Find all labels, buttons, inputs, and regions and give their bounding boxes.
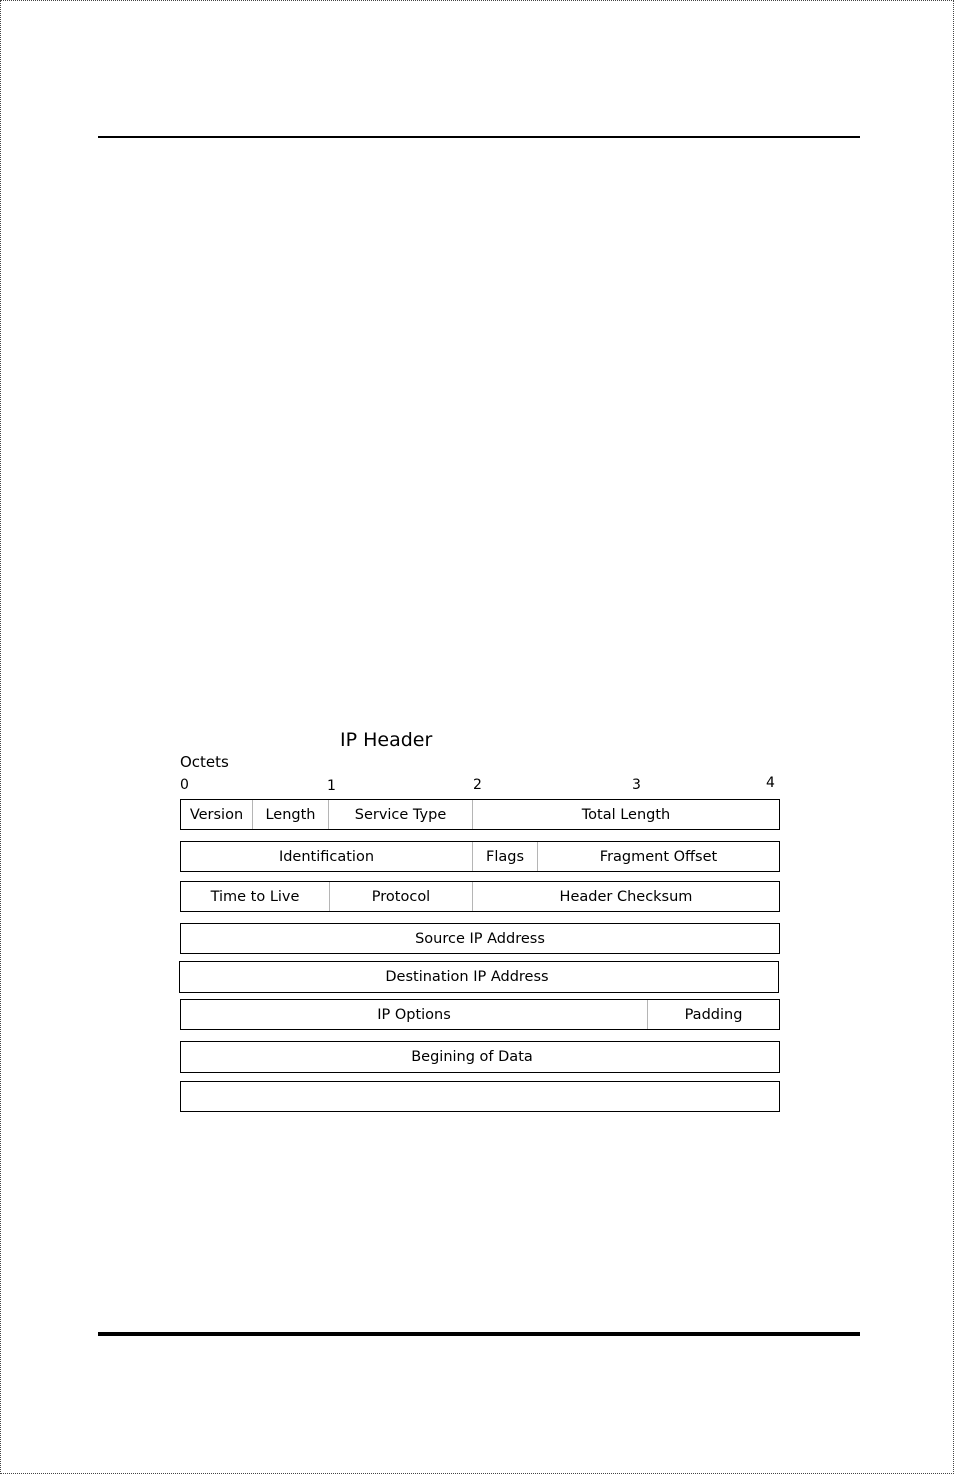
header-row-7 bbox=[180, 1041, 780, 1073]
field-time-to-live: Time to Live bbox=[181, 882, 330, 911]
field-total-length: Total Length bbox=[581, 806, 671, 823]
field-data-empty bbox=[181, 1082, 779, 1111]
field-version: Version bbox=[181, 800, 253, 829]
octet-tick-4: 4 bbox=[766, 775, 775, 791]
field-flags: Flags bbox=[473, 842, 538, 871]
field-protocol: Protocol bbox=[330, 882, 473, 911]
field-identification: Identification bbox=[181, 842, 473, 871]
diagram-title: IP Header bbox=[340, 729, 433, 751]
field-service-type: Service Type bbox=[329, 800, 473, 829]
octet-tick-3: 3 bbox=[632, 777, 641, 793]
header-row-1 bbox=[180, 799, 780, 830]
header-row-8 bbox=[180, 1081, 780, 1112]
field-ip-options: IP Options bbox=[181, 1000, 648, 1029]
field-destination-ip-address: Destination IP Address bbox=[385, 969, 549, 985]
field-fragment-offset: Fragment Offset bbox=[599, 848, 718, 865]
field-padding: Padding bbox=[684, 1006, 743, 1023]
header-rule bbox=[98, 136, 860, 138]
octet-tick-0: 0 bbox=[180, 777, 189, 793]
octets-label: Octets bbox=[180, 753, 229, 771]
header-row-4 bbox=[180, 923, 780, 954]
header-row-5 bbox=[179, 961, 779, 993]
header-row-6 bbox=[180, 999, 780, 1030]
header-row-2 bbox=[180, 841, 780, 872]
octet-tick-2: 2 bbox=[473, 777, 482, 793]
field-begining-of-data: Begining of Data bbox=[411, 1049, 533, 1065]
field-source-ip-address: Source IP Address bbox=[415, 930, 545, 947]
field-header-checksum: Header Checksum bbox=[559, 888, 693, 905]
octet-tick-1: 1 bbox=[327, 778, 336, 794]
footer-rule bbox=[98, 1332, 860, 1336]
field-length: Length bbox=[253, 800, 329, 829]
header-row-3 bbox=[180, 881, 780, 912]
